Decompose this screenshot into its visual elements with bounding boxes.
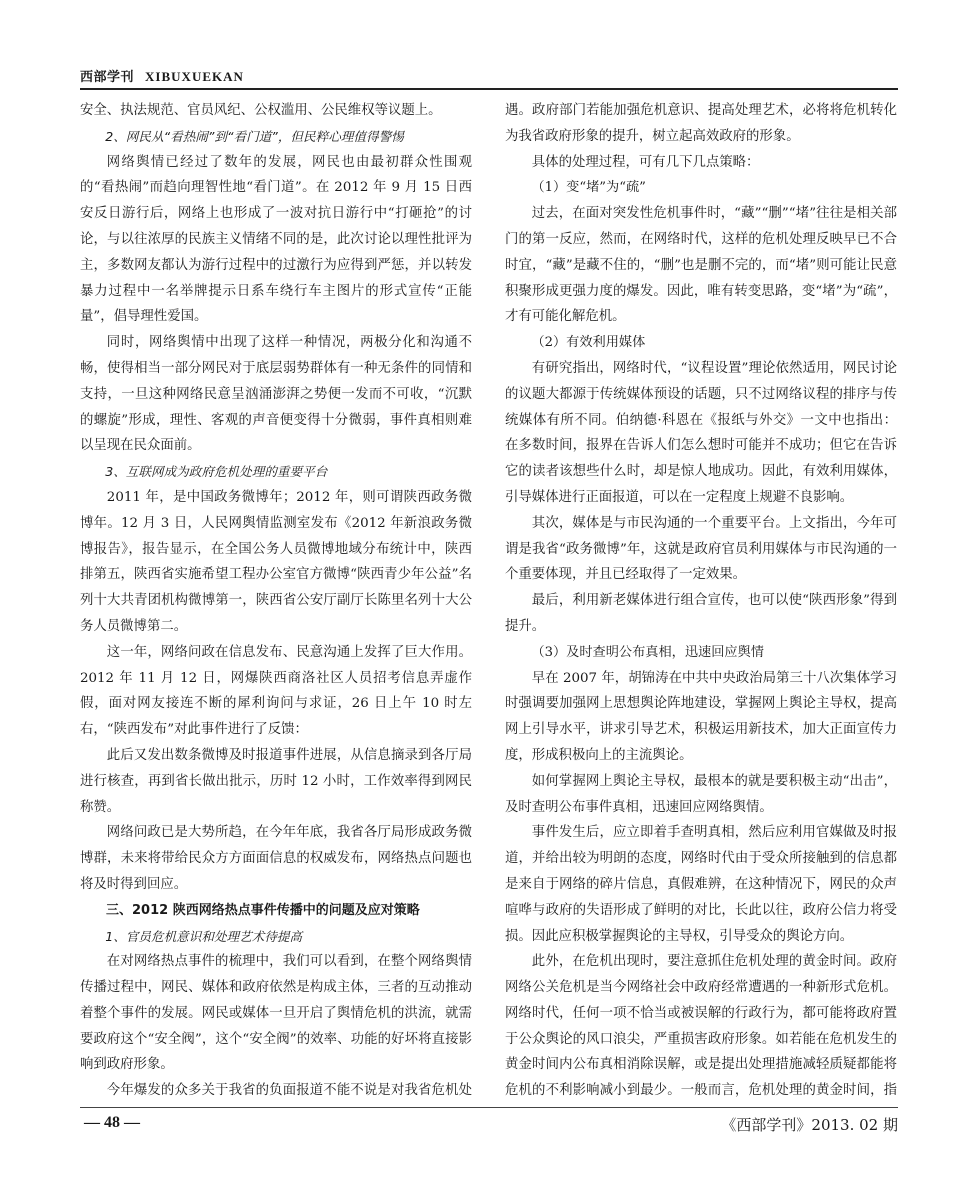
paragraph: 具体的处理过程，可有几下几点策略： xyxy=(531,154,760,170)
right-column xyxy=(505,98,897,1098)
paragraph: 此外，在危机出现时，要注意抓住危机处理的黄金时间。政府网络公关危机是当今网络社会中政府经常遭遇的一种新形式危机。网络时代，任何一项不恰当或被误解的行政行为，都可能将政府置于公众舆论的风口浪尖，严重损害政府形象。如若能在危机发生的黄金时间内公布真相消除误解，或是提出处理措施减轻质疑都能将危机的不利影响减小到最少。一般而言，危机处理的黄金时间，指 xyxy=(505,954,897,1098)
paragraph: 安全、执法规范、官员风纪、公权滥用、公民维权等议题上。 xyxy=(80,103,442,118)
subsection-heading: 1、官员危机意识和处理艺术待提高 xyxy=(105,928,303,944)
paragraph: 在对网络热点事件的梳理中，我们可以看到，在整个网络舆情传播过程中，网民、媒体和政府依然是构成主体，三者的互动推动着整个事件的发展。网民或媒体一旦开启了舆情危机的洪流，就需要政府这个“安全阀”，这个“安全阀”的效率、功能的好坏将直接影响到政府形象。 xyxy=(80,954,472,1073)
paragraph: 网络问政已是大势所趋，在今年年底，我省各厅局形成政务微博群，未来将带给民众方方面面信息的权威发布，网络热点问题也将及时得到回应。 xyxy=(80,825,472,892)
left-column xyxy=(80,98,472,1098)
journal-issue: 《西部学刊》2013. 02 期 xyxy=(721,1116,898,1134)
journal-name: 西部学刊 xyxy=(80,70,135,85)
running-head xyxy=(80,66,900,85)
subsection-heading: 2、网民从“看热闹”到“看门道”，但民粹心理值得警惕 xyxy=(105,128,404,144)
paragraph: 这一年，网络问政在信息发布、民意沟通上发挥了巨大作用。2012 年 11 月 12 日，网爆陕西商洛社区人员招考信息弄虚作假，面对网友接连不断的犀利询问与求证，26 日上午 10 时左右，“陕西发布”对此事件进行了反馈： xyxy=(80,644,472,738)
paragraph: 最后，利用新老媒体进行组合宣传，也可以使“陕西形象”得到提升。 xyxy=(505,593,897,634)
paragraph: 过去，在面对突发性危机事件时，“藏”“删”“堵”往往是相关部门的第一反应，然而，在网络时代，这样的危机处理反映早已不合时宜，“藏”是藏不住的，“删”也是删不完的，而“堵”则可能让民意积聚形成更强力度的爆发。因此，唯有转变思路，变“堵”为“疏”，才有可能化解危机。 xyxy=(505,206,897,325)
paragraph: 网络舆情已经过了数年的发展，网民也由最初群众性围观的“看热闹”而趋向理智性地“看门道”。在 2012 年 9 月 15 日西安反日游行后，网络上也形成了一波对抗日游行中“打砸抢”的讨论，与以往浓厚的民族主义情绪不同的是，此次讨论以理性批评为主，多数网友都认为游行过程中的过激行为应得到严惩，并以转发暴力过程中一名举牌提示日系车绕行车主图片的形式宣传“正能量”，倡导理性爱国。 xyxy=(80,154,472,325)
section-heading: 三、2012 陕西网络热点事件传播中的问题及应对策略 xyxy=(106,902,420,918)
strategy-heading: （2）有效利用媒体 xyxy=(531,335,646,351)
footer-rule xyxy=(80,1107,898,1108)
strategy-heading: （1）变“堵”为“疏” xyxy=(531,180,646,196)
header-rule xyxy=(80,88,898,90)
paragraph: 如何掌握网上舆论主导权，最根本的就是要积极主动“出击”，及时查明公布事件真相，迅速回应网络舆情。 xyxy=(505,773,897,815)
paragraph: 2011 年，是中国政务微博年；2012 年，则可谓陕西政务微博年。12 月 3 日，人民网舆情监测室发布《2012 年新浪政务微博报告》，报告显示，在全国公务人员微博地域分布统计中，陕西排第五，陕西省实施希望工程办公室官方微博“陕西青少年公益”名列十大共青团机构微博第一，陕西省公安厅副厅长陈里名列十大公务人员微博第二。 xyxy=(80,489,472,634)
paragraph: 有研究指出，网络时代，“议程设置”理论依然适用，网民讨论的议题大都源于传统媒体预设的话题，只不过网络议程的排序与传统媒体有所不同。伯纳德·科恩在《报纸与外交》一文中也指出：在多数时间，报界在告诉人们怎么想时可能并不成功；但它在告诉它的读者该想些什么时，却是惊人地成功。因此，有效利用媒体，引导媒体进行正面报道，可以在一定程度上规避不良影响。 xyxy=(505,360,897,505)
strategy-heading: （3）及时查明公布真相，迅速回应舆情 xyxy=(531,644,764,660)
paragraph: 同时，网络舆情中出现了这样一种情况，两极分化和沟通不畅，使得相当一部分网民对于底层弱势群体有一种无条件的同情和支持，一旦这种网络民意呈汹涌澎湃之势便一发而不可收，“沉默的螺旋”形成，理性、客观的声音便变得十分微弱，事件真相则难以呈现在民众面前。 xyxy=(80,335,472,454)
paragraph: 事件发生后，应立即着手查明真相，然后应利用官媒做及时报道，并给出较为明朗的态度，网络时代由于受众所接触到的信息都是来自于网络的碎片信息，真假难辨，在这种情况下，网民的众声喧哗与政府的失语形成了鲜明的对比，长此以往，政府公信力将受损。因此应积极掌握舆论的主导权，引导受众的舆论方向。 xyxy=(505,825,897,944)
paragraph: 此后又发出数条微博及时报道事件进展，从信息摘录到各厅局进行核查，再到省长做出批示，历时 12 小时，工作效率得到网民称赞。 xyxy=(80,747,472,815)
paragraph: 今年爆发的众多关于我省的负面报道不能不说是对我省危机处 xyxy=(106,1083,472,1098)
paragraph: 早在 2007 年，胡锦涛在中共中央政治局第三十八次集体学习时强调要加强网上思想舆论阵地建设，掌握网上舆论主导权，提高网上引导水平，讲求引导艺术，积极运用新技术，加大正面宣传力度，形成积极向上的主流舆论。 xyxy=(505,670,897,763)
subsection-heading: 3、互联网成为政府危机处理的重要平台 xyxy=(105,464,328,480)
paragraph: 遇。政府部门若能加强危机意识、提高处理艺术，必将将危机转化为我省政府形象的提升，树立起高效政府的形象。 xyxy=(505,103,897,144)
journal-name-latin: XIBUXUEKAN xyxy=(145,69,244,84)
page-number: — 48 — xyxy=(84,1114,140,1131)
paragraph: 其次，媒体是与市民沟通的一个重要平台。上文指出，今年可谓是我省“政务微博”年，这就是政府官员利用媒体与市民沟通的一个重要体现，并且已经取得了一定效果。 xyxy=(505,515,897,583)
